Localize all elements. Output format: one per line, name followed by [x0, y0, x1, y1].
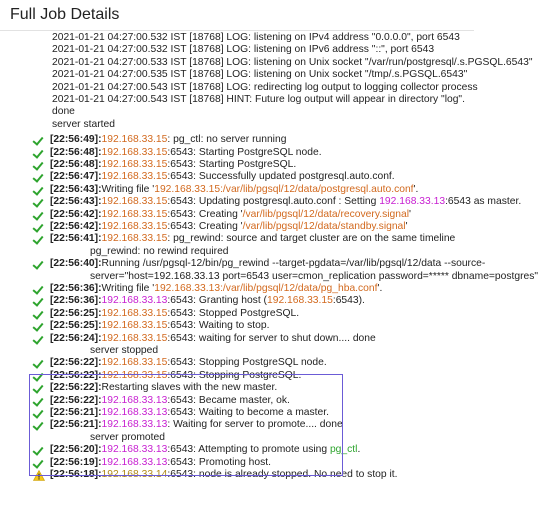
log-message: : Starting PostgreSQL node.	[193, 146, 322, 158]
log-message: : Attempting to promote using	[193, 444, 330, 456]
log-entry-text	[50, 333, 468, 345]
log-entry-text	[50, 469, 468, 481]
log-message: : Updating postgresql.auto.conf : Setting	[193, 196, 380, 208]
host-port: :6543	[167, 394, 194, 406]
log-message: : Waiting to become a master.	[193, 407, 329, 419]
raw-log-line: 2021-01-21 04:27:00.543 IST [18768] LOG: redirecting log output to logging collector process	[52, 81, 478, 93]
log-message: : Creating '	[193, 220, 243, 232]
host-port: :6543	[167, 196, 194, 208]
host-port: :6543	[167, 208, 194, 220]
log-entry	[0, 147, 474, 159]
raw-log-line: 2021-01-21 04:27:00.543 IST [18768] HINT: Future log output will appear in directory "log".	[52, 93, 465, 105]
host-ip: 192.168.33.13	[101, 456, 168, 468]
host-ip: 192.168.33.15	[101, 208, 168, 220]
log-entry-text	[50, 320, 468, 332]
log-entry	[0, 457, 474, 469]
raw-log-line: 2021-01-21 04:27:00.532 IST [18768] LOG: listening on IPv6 address "::", port 6543	[52, 44, 435, 56]
timestamp: [22:56:19]:	[50, 456, 102, 468]
host-port: :6543	[167, 357, 194, 369]
check-icon	[33, 172, 45, 183]
log-entry-text	[50, 419, 468, 431]
log-entry-text	[50, 395, 468, 407]
host-port: :6543	[167, 158, 194, 170]
host-ip: 192.168.33.15	[266, 295, 333, 307]
timestamp: [22:56:18]:	[50, 469, 102, 481]
host-ip: 192.168.33.15	[101, 171, 168, 183]
log-entry	[0, 333, 474, 358]
log-entry	[0, 469, 474, 481]
host-ip: 192.168.33.15	[101, 196, 168, 208]
log-entry-text	[50, 457, 468, 469]
host-port: :6543	[167, 320, 194, 332]
log-entry	[0, 407, 474, 419]
check-icon	[33, 458, 45, 469]
log-entry	[0, 221, 474, 233]
log-message: '.	[413, 183, 419, 195]
log-message: '	[405, 220, 408, 232]
log-entry-subline: pg_rewind: no rewind required	[90, 245, 229, 257]
host-port: :6543	[167, 146, 194, 158]
timestamp: [22:56:48]:	[50, 146, 102, 158]
log-entry	[0, 370, 474, 382]
timestamp: [22:56:21]:	[50, 407, 102, 419]
log-message: : Stopped PostgreSQL.	[193, 307, 300, 319]
raw-log-line: 2021-01-21 04:27:00.533 IST [18768] LOG: listening on Unix socket "/var/run/postgresql/.s.PGSQL.6543"	[52, 56, 533, 68]
host-ip: 192.168.33.13	[101, 444, 168, 456]
log-message: Running /usr/pgsql-12/bin/pg_rewind --target-pgdata=/var/lib/pgsql/12/data --source-	[101, 258, 486, 270]
log-entry-text	[50, 134, 468, 146]
program-name: pg_ctl	[329, 444, 358, 456]
host-port: :6543	[167, 307, 194, 319]
raw-log	[0, 30, 533, 131]
warning-icon	[33, 470, 45, 481]
host-port: :6543	[167, 332, 194, 344]
log-message: Writing file '	[101, 283, 155, 294]
log-message: : Waiting to stop.	[193, 320, 270, 332]
log-entry-text	[50, 308, 468, 320]
host-ip: 192.168.33.15	[101, 146, 168, 158]
host-ip: 192.168.33.13	[379, 196, 446, 208]
log-message: : node is already stopped. No need to stop it.	[193, 469, 398, 481]
timestamp: [22:56:41]:	[50, 233, 102, 245]
log-entry	[0, 209, 474, 221]
check-icon	[33, 296, 45, 307]
host-port: :6543	[167, 444, 194, 456]
host-port: :6543	[167, 456, 194, 468]
host-ip: 192.168.33.13	[101, 394, 168, 406]
host-ip: 192.168.33.15	[101, 357, 168, 369]
check-icon	[33, 445, 45, 456]
raw-log-line: 2021-01-21 04:27:00.535 IST [18768] LOG: listening on Unix socket "/tmp/.s.PGSQL.6543"	[52, 69, 468, 81]
log-message: : waiting for server to shut down.... done	[193, 332, 376, 344]
log-entry	[0, 295, 474, 307]
log-entry-subline: server="host=192.168.33.13 port=6543 user=cmon_replication password=***** dbname=postgres"	[90, 270, 538, 282]
log-entry	[0, 233, 474, 258]
log-entry	[0, 258, 538, 283]
raw-log-line: 2021-01-21 04:27:00.532 IST [18768] LOG: listening on IPv4 address "0.0.0.0", port 6543	[52, 32, 460, 43]
file-path-link: 192.168.33.13:/var/lib/pgsql/12/data/pg_hba.conf	[154, 283, 378, 294]
log-entry-text	[50, 283, 468, 295]
job-log-panel[interactable]	[0, 30, 538, 512]
log-entry-text	[50, 295, 468, 307]
log-entry	[0, 357, 474, 369]
log-entry-text	[50, 196, 522, 208]
log-message: : pg_rewind: source and target cluster are on the same timeline	[167, 233, 456, 245]
host-ip: 192.168.33.13	[101, 295, 168, 307]
log-entry-text	[50, 221, 468, 233]
log-message: Writing file '	[101, 183, 155, 195]
host-ip: 192.168.33.15	[101, 158, 168, 170]
log-entry-subline: server stopped	[90, 345, 159, 357]
check-icon	[33, 420, 45, 431]
log-entry	[0, 196, 522, 208]
file-path-link: /var/lib/pgsql/12/data/recovery.signal	[242, 208, 409, 220]
timestamp: [22:56:21]:	[50, 419, 102, 431]
log-entry	[0, 444, 474, 456]
timestamp: [22:56:22]:	[50, 394, 102, 406]
log-entry-text	[50, 444, 468, 456]
log-message: : Stopping PostgreSQL node.	[193, 357, 327, 369]
check-icon	[33, 321, 45, 332]
check-icon	[33, 309, 45, 320]
host-ip: 192.168.33.15	[101, 320, 168, 332]
raw-log-line: server started	[52, 118, 115, 130]
timestamp: [22:56:43]:	[50, 183, 102, 195]
log-entry-text	[50, 382, 468, 394]
log-message: '	[409, 208, 411, 220]
timestamp: [22:56:36]:	[50, 295, 102, 307]
check-icon	[33, 358, 45, 369]
host-ip: 192.168.33.15	[101, 332, 168, 344]
timestamp: [22:56:22]:	[50, 382, 102, 394]
raw-log-line: done	[52, 106, 75, 118]
log-entry-text	[50, 147, 468, 159]
log-entry-text	[50, 184, 468, 196]
log-entry-text	[50, 233, 468, 245]
log-entry	[0, 171, 474, 183]
check-icon	[33, 160, 45, 171]
log-entry	[0, 308, 474, 320]
check-icon	[33, 234, 45, 245]
log-message: Restarting slaves with the new master.	[101, 382, 278, 394]
check-icon	[33, 210, 45, 221]
log-message: : Successfully updated postgresql.auto.conf.	[193, 171, 395, 183]
check-icon	[33, 148, 45, 159]
host-ip: 192.168.33.13	[101, 419, 168, 431]
log-entry-text	[50, 407, 468, 419]
timestamp: [22:56:22]:	[50, 357, 102, 369]
log-entry-subline: server promoted	[90, 431, 165, 443]
log-entry-text	[50, 171, 468, 183]
check-icon	[33, 371, 45, 382]
log-entry-text	[50, 357, 468, 369]
host-ip: 192.168.33.13	[101, 407, 168, 419]
log-message: : Starting PostgreSQL.	[193, 158, 297, 170]
window-title: Full Job Details	[10, 6, 120, 23]
host-port: :6543	[167, 407, 194, 419]
log-message: : pg_ctl: no server running	[167, 134, 287, 146]
host-port: :6543	[167, 171, 194, 183]
timestamp: [22:56:36]:	[50, 283, 102, 294]
log-entry	[0, 320, 474, 332]
timestamp: [22:56:25]:	[50, 320, 102, 332]
check-icon	[33, 222, 45, 233]
host-ip: 192.168.33.15	[101, 134, 168, 146]
job-log-entries	[0, 134, 538, 481]
log-entry-text	[50, 258, 486, 270]
check-icon	[33, 396, 45, 407]
log-message: : Promoting host.	[193, 456, 271, 468]
timestamp: [22:56:22]:	[50, 369, 102, 381]
check-icon	[33, 259, 45, 270]
host-ip: 192.168.33.15	[101, 233, 168, 245]
log-message: : Waiting for server to promote.... done	[167, 419, 343, 431]
check-icon	[33, 135, 45, 146]
host-port: :6543	[167, 220, 194, 232]
timestamp: [22:56:20]:	[50, 444, 102, 456]
timestamp: [22:56:24]:	[50, 332, 102, 344]
host-port: :6543	[167, 469, 194, 481]
check-icon	[33, 383, 45, 394]
timestamp: [22:56:42]:	[50, 208, 102, 220]
check-icon	[33, 185, 45, 196]
check-icon	[33, 334, 45, 345]
log-message: : Granting host (	[193, 295, 267, 307]
log-message: : Became master, ok.	[193, 394, 290, 406]
log-message: .	[357, 444, 361, 456]
log-message: : Creating '	[193, 208, 243, 220]
timestamp: [22:56:40]:	[50, 258, 102, 270]
file-path-link: 192.168.33.15:/var/lib/pgsql/12/data/postgresql.auto.conf	[154, 183, 414, 195]
log-message: :6543).	[332, 295, 365, 307]
log-entry	[0, 395, 474, 407]
log-message: :6543 as master.	[445, 196, 522, 208]
log-entry-text	[50, 209, 468, 221]
host-ip: 192.168.33.15	[101, 369, 168, 381]
timestamp: [22:56:43]:	[50, 196, 102, 208]
check-icon	[33, 408, 45, 419]
timestamp: [22:56:47]:	[50, 171, 102, 183]
file-path-link: /var/lib/pgsql/12/data/standby.signal	[242, 220, 406, 232]
log-entry	[0, 382, 474, 394]
log-message: : Stopping PostgreSQL.	[193, 369, 302, 381]
log-message: '.	[377, 283, 383, 294]
log-entry	[0, 159, 474, 171]
host-ip: 192.168.33.15	[101, 307, 168, 319]
timestamp: [22:56:42]:	[50, 220, 102, 232]
timestamp: [22:56:48]:	[50, 158, 102, 170]
host-port: :6543	[167, 369, 194, 381]
log-entry	[0, 134, 474, 146]
log-entry	[0, 184, 474, 196]
log-entry	[0, 283, 474, 295]
log-entry-text	[50, 159, 468, 171]
check-icon	[33, 284, 45, 295]
log-entry-text	[50, 370, 468, 382]
timestamp: [22:56:49]:	[50, 134, 102, 146]
host-ip: 192.168.33.14	[101, 469, 168, 481]
host-ip: 192.168.33.15	[101, 220, 168, 232]
host-port: :6543	[167, 295, 194, 307]
check-icon	[33, 197, 45, 208]
log-entry	[0, 419, 474, 444]
title-bar	[0, 0, 474, 31]
timestamp: [22:56:25]:	[50, 307, 102, 319]
